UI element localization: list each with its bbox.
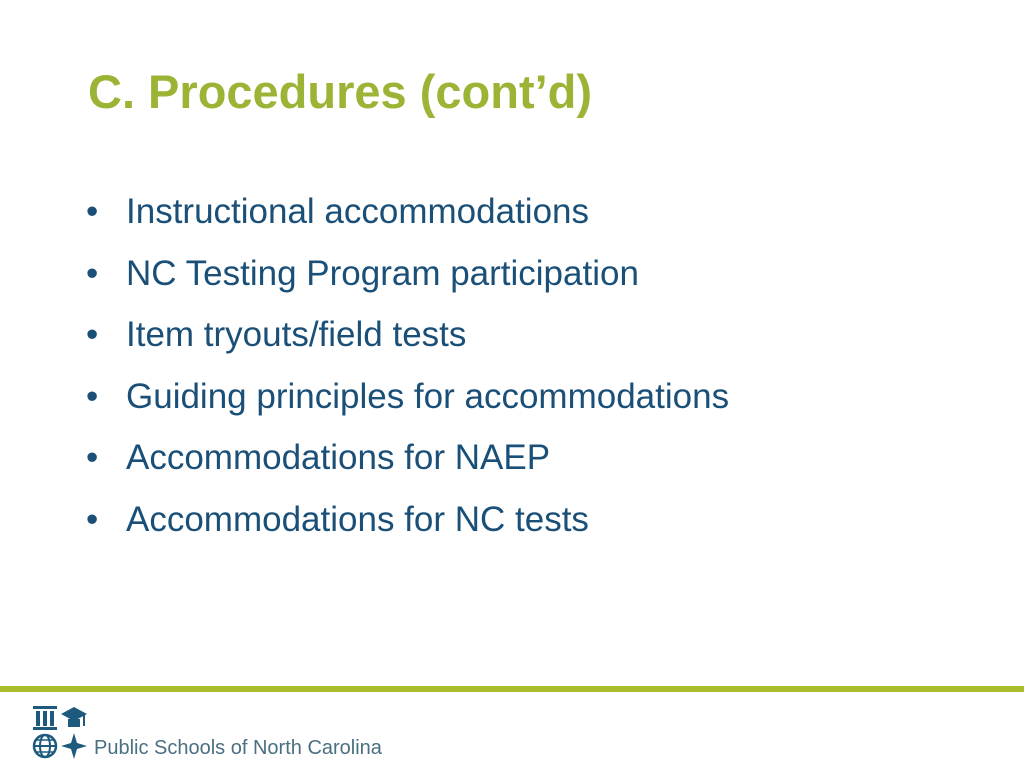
bullet-text: Guiding principles for accommodations [126, 376, 730, 416]
bullet-text: Accommodations for NC tests [126, 499, 589, 539]
bullet-item [86, 189, 729, 251]
bullet-marker: • [86, 315, 99, 354]
slide-title: C. Procedures (cont’d) [88, 65, 593, 118]
bullet-marker: • [86, 438, 99, 477]
bullet-marker: • [86, 253, 99, 293]
bullet-text: Item tryouts/field tests [126, 315, 467, 354]
bullet-item [86, 312, 729, 374]
footer-divider [0, 686, 1024, 692]
nc-public-schools-logo-icon [30, 702, 88, 762]
bullet-marker: • [86, 499, 99, 539]
bullet-item [86, 497, 729, 559]
bullet-marker: • [86, 192, 99, 231]
bullet-text: NC Testing Program participation [126, 253, 639, 293]
bullet-text: Instructional accommodations [126, 192, 589, 231]
bullet-list [86, 189, 729, 558]
footer-organization-name: Public Schools of North Carolina [94, 737, 382, 759]
bullet-item [86, 251, 729, 313]
bullet-text: Accommodations for NAEP [126, 438, 551, 477]
bullet-item [86, 374, 729, 436]
bullet-item [86, 435, 729, 497]
bullet-marker: • [86, 376, 99, 416]
